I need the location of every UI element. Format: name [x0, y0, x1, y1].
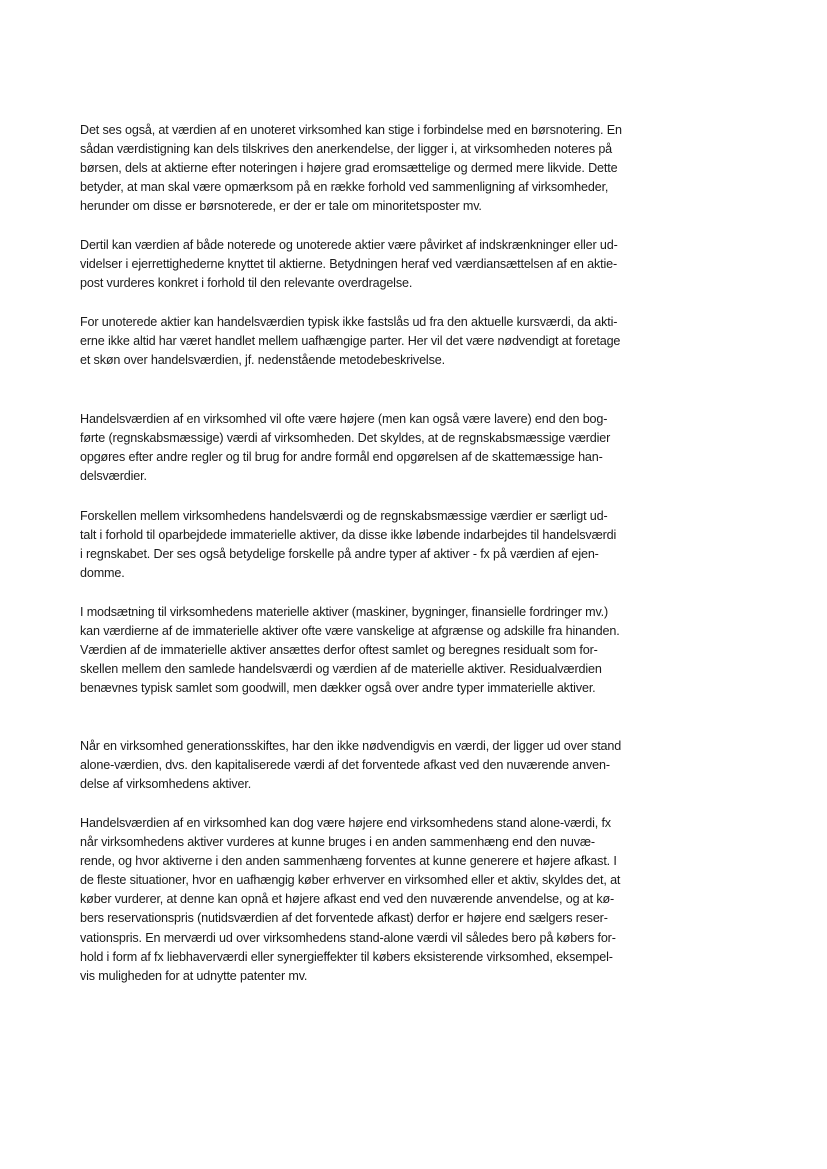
- text-line: erne ikke altid har været handlet mellem uafhængige parter. Her vil det være nødvendigt at foretage: [80, 334, 621, 349]
- paragraph-1: [80, 121, 640, 216]
- text-line: Handelsværdien af en virksomhed vil ofte være højere (men kan også være lavere) end den bog-: [80, 412, 608, 426]
- text-line: køber vurderer, at denne kan opnå et højere afkast end ved den nuværende anvendelse, og at kø-: [80, 892, 615, 907]
- text-line: førte (regnskabsmæssige) værdi af virksomheden. Det skyldes, at de regnskabsmæssige værdier: [80, 431, 611, 446]
- text-line: Forskellen mellem virksomhedens handelsværdi og de regnskabsmæssige værdier er særligt ud-: [80, 509, 608, 523]
- text-line: benævnes typisk samlet som goodwill, men dækker også over andre typer immaterielle aktiver.: [80, 681, 596, 696]
- text-line: For unoterede aktier kan handelsværdien typisk ikke fastslås ud fra den aktuelle kursværdi, da akti-: [80, 315, 618, 329]
- text-line: de fleste situationer, hvor en uafhængig køber erhverver en virksomhed eller et aktiv, skyldes det, at: [80, 873, 621, 888]
- text-line: delsværdier.: [80, 469, 147, 484]
- text-line: børsen, dels at aktierne efter noteringen i højere grad eromsættelige og dermed mere likvide. Dette: [80, 161, 618, 176]
- paragraph-4: [80, 410, 640, 486]
- text-line: betyder, at man skal være opmærksom på en række forhold ved sammenligning af virksomheder,: [80, 180, 609, 195]
- paragraph-3: [80, 313, 640, 370]
- text-line: herunder om disse er børsnoterede, er der er tale om minoritetsposter mv.: [80, 199, 482, 214]
- text-line: kan værdierne af de immaterielle aktiver ofte være vanskelige at afgrænse og adskille fra hinanden.: [80, 624, 620, 639]
- text-line: Dertil kan værdien af både noterede og unoterede aktier være påvirket af indskrænkninger eller ud-: [80, 238, 618, 252]
- text-line: skellen mellem den samlede handelsværdi og værdien af de materielle aktiver. Residualværdien: [80, 662, 602, 677]
- paragraph-7: [80, 737, 640, 794]
- paragraph-6: [80, 603, 640, 698]
- text-line: domme.: [80, 566, 125, 581]
- text-line: post vurderes konkret i forhold til den relevante overdragelse.: [80, 276, 413, 291]
- text-line: bers reservationspris (nutidsværdien af det forventede afkast) derfor er højere end sælgers reser-: [80, 911, 608, 926]
- text-line: talt i forhold til oparbejdede immaterielle aktiver, da disse ikke løbende indarbejdes til handelsværdi: [80, 528, 617, 543]
- text-line: når virksomhedens aktiver vurderes at kunne bruges i en anden sammenhæng end den nuvæ-: [80, 835, 595, 850]
- text-line: rende, og hvor aktiverne i den anden sammenhæng forventes at kunne generere et højere afkast. I: [80, 854, 617, 869]
- text-line: sådan værdistigning kan dels tilskrives den anerkendelse, der ligger i, at virksomheden noteres på: [80, 142, 613, 157]
- text-line: Værdien af de immaterielle aktiver ansættes derfor oftest samlet og beregnes residualt som for-: [80, 643, 598, 658]
- text-line: i regnskabet. Der ses også betydelige forskelle på andre typer af aktiver - fx på værdien af ejen-: [80, 547, 599, 562]
- paragraph-2: [80, 236, 640, 293]
- text-line: Det ses også, at værdien af en unoteret virksomhed kan stige i forbindelse med en børsnotering. En: [80, 123, 622, 137]
- text-line: opgøres efter andre regler og til brug for andre formål end opgørelsen af de skattemæssige han-: [80, 450, 603, 465]
- text-line: Handelsværdien af en virksomhed kan dog være højere end virksomhedens stand alone-værdi, fx: [80, 816, 611, 830]
- text-line: videlser i ejerrettighederne knyttet til aktierne. Betydningen heraf ved værdiansættelsen af en aktie-: [80, 257, 618, 272]
- text-line: hold i form af fx liebhaverværdi eller synergieffekter til købers eksisterende virksomhed, eksempel-: [80, 949, 613, 964]
- text-line: delse af virksomhedens aktiver.: [80, 777, 252, 792]
- text-line: I modsætning til virksomhedens materielle aktiver (maskiner, bygninger, finansielle fordringer mv.): [80, 605, 609, 619]
- text-line: vationspris. En merværdi ud over virksomhedens stand-alone værdi vil således bero på købers for-: [80, 930, 616, 945]
- paragraph-5: [80, 507, 640, 583]
- text-line: et skøn over handelsværdien, jf. nedenstående metodebeskrivelse.: [80, 353, 445, 368]
- paragraph-8: [80, 814, 640, 986]
- text-line: vis muligheden for at udnytte patenter mv.: [80, 968, 308, 983]
- text-line: alone-værdien, dvs. den kapitaliserede værdi af det forventede afkast ved den nuværende anven-: [80, 758, 610, 773]
- text-line: Når en virksomhed generationsskiftes, har den ikke nødvendigvis en værdi, der ligger ud over stand: [80, 739, 622, 753]
